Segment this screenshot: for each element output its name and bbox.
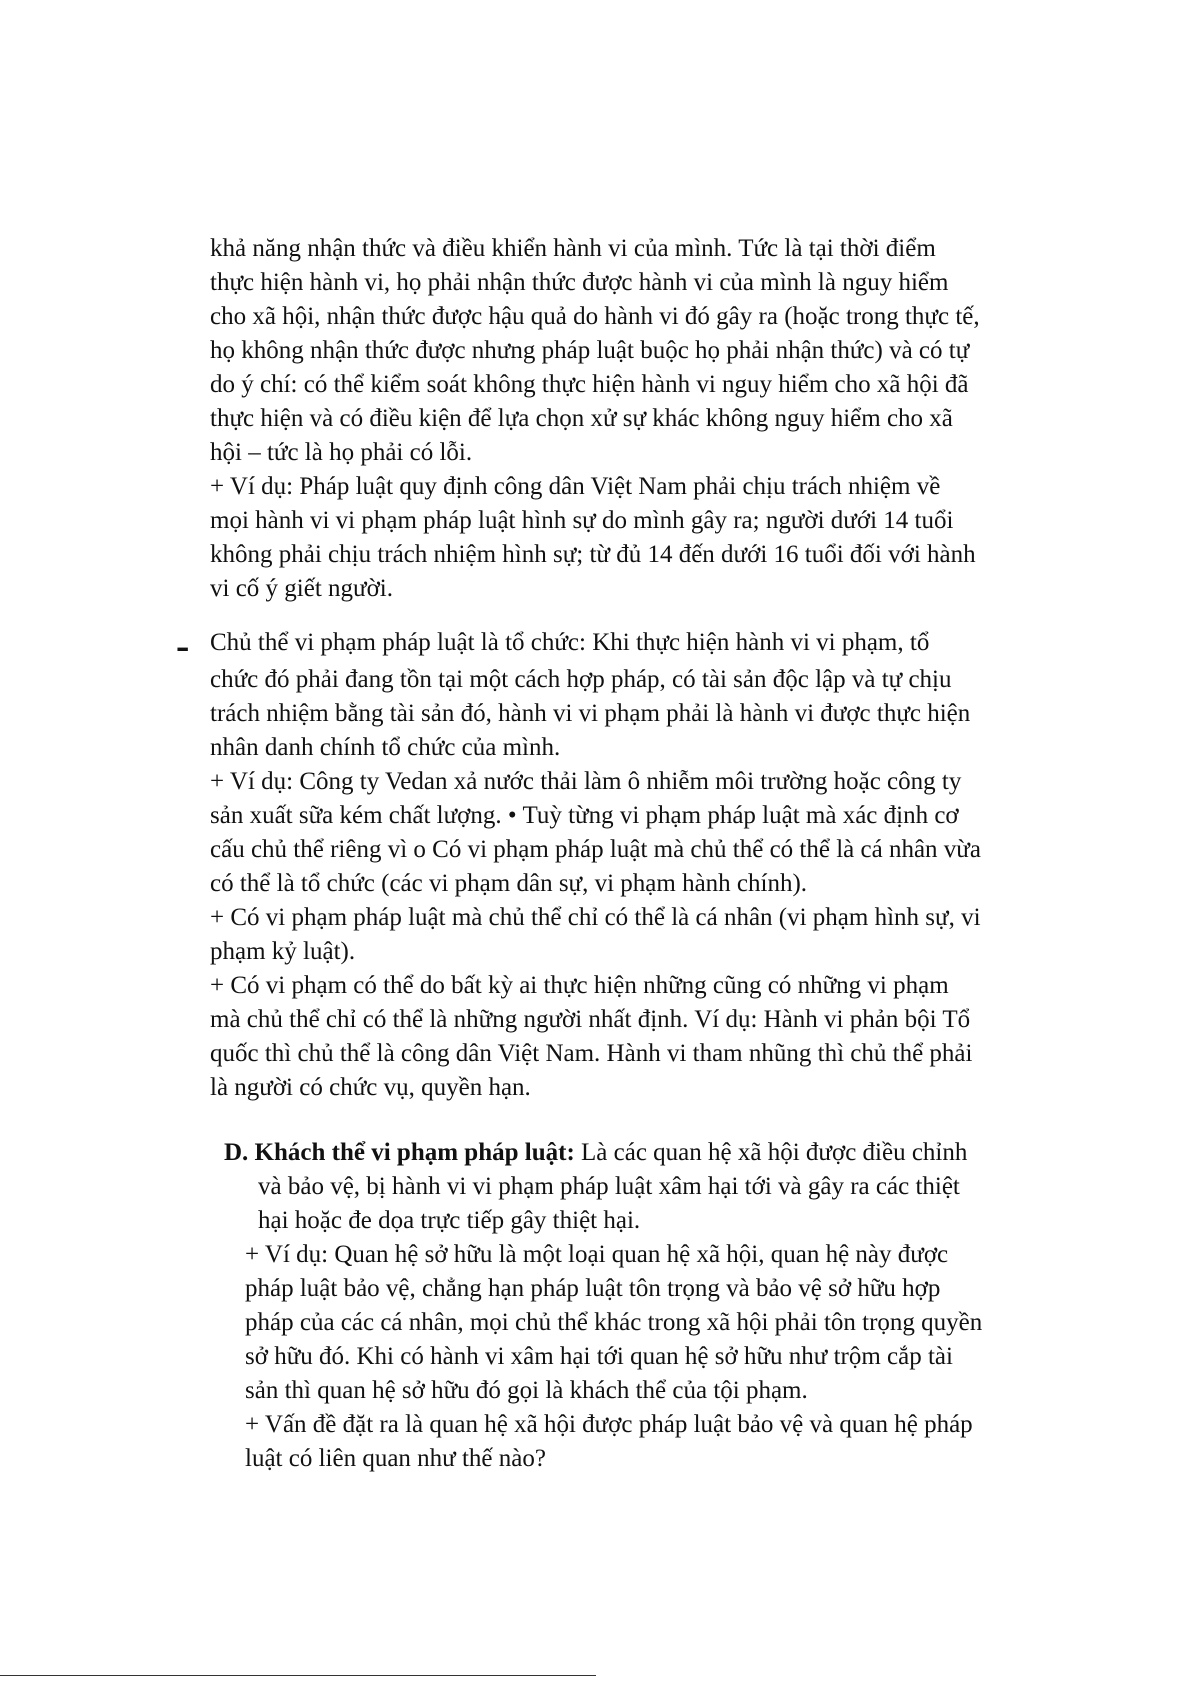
section-d-line: sản thì quan hệ sở hữu đó gọi là khách thể của tội phạm. [245,1377,808,1404]
section-d-heading: D. Khách thể vi phạm pháp luật: [224,1139,575,1166]
paragraph-a-line: khả năng nhận thức và điều khiển hành vi của mình. Tức là tại thời điểm [210,235,936,262]
section-d-line: pháp luật bảo vệ, chẳng hạn pháp luật tôn trọng và bảo vệ sở hữu hợp [245,1275,941,1302]
section-d-line: + Ví dụ: Quan hệ sở hữu là một loại quan hệ xã hội, quan hệ này được [245,1241,949,1268]
paragraph-b-line: nhân danh chính tổ chức của mình. [210,734,561,761]
paragraph-a-line: họ không nhận thức được nhưng pháp luật buộc họ phải nhận thức) và có tự [210,337,970,364]
footer-divider [0,1675,596,1676]
paragraph-b-line: cấu chủ thể riêng vì o Có vi phạm pháp luật mà chủ thể có thể là cá nhân vừa [210,836,981,863]
section-d-line: và bảo vệ, bị hành vi vi phạm pháp luật xâm hại tới và gây ra các thiệt [258,1173,960,1200]
paragraph-b-line: phạm kỷ luật). [210,938,356,965]
section-d-line: sở hữu đó. Khi có hành vi xâm hại tới quan hệ sở hữu như trộm cắp tài [245,1343,953,1370]
paragraph-a-line: do ý chí: có thể kiểm soát không thực hiện hành vi nguy hiểm cho xã hội đã [210,371,969,398]
section-d-line: luật có liên quan như thế nào? [245,1445,546,1472]
paragraph-b-line: + Có vi phạm pháp luật mà chủ thể chỉ có thể là cá nhân (vi phạm hình sự, vi [210,904,981,931]
paragraph-b-line: mà chủ thể chỉ có thể là những người nhất định. Ví dụ: Hành vi phản bội Tổ [210,1006,971,1033]
paragraph-a-line: thực hiện và có điều kiện để lựa chọn xử sự khác không nguy hiểm cho xã [210,405,953,432]
section-d-line: + Vấn đề đặt ra là quan hệ xã hội được pháp luật bảo vệ và quan hệ pháp [245,1411,973,1438]
section-d-line: pháp của các cá nhân, mọi chủ thể khác trong xã hội phải tôn trọng quyền [245,1309,983,1336]
section-d-heading-rest: Là các quan hệ xã hội được điều chỉnh [574,1139,968,1166]
example-line: mọi hành vi vi phạm pháp luật hình sự do mình gây ra; người dưới 14 tuổi [210,507,954,534]
paragraph-b-line: Chủ thể vi phạm pháp luật là tổ chức: Khi thực hiện hành vi vi phạm, tổ [210,629,930,656]
paragraph-b-line: sản xuất sữa kém chất lượng. • Tuỳ từng vi phạm pháp luật mà xác định cơ [210,802,959,829]
paragraph-b-line: có thể là tổ chức (các vi phạm dân sự, vi phạm hành chính). [210,870,808,897]
paragraph-b-line: chức đó phải đang tồn tại một cách hợp pháp, có tài sản độc lập và tự chịu [210,666,952,693]
paragraph-b-line: trách nhiệm bằng tài sản đó, hành vi vi phạm phải là hành vi được thực hiện [210,700,971,727]
dash-bullet: - [176,623,190,668]
paragraph-a-line: hội – tức là họ phải có lỗi. [210,439,473,466]
example-line: + Ví dụ: Pháp luật quy định công dân Việt Nam phải chịu trách nhiệm về [210,473,941,500]
paragraph-b-line: là người có chức vụ, quyền hạn. [210,1074,531,1101]
paragraph-b-line: quốc thì chủ thể là công dân Việt Nam. Hành vi tham nhũng thì chủ thể phải [210,1040,973,1067]
example-line: không phải chịu trách nhiệm hình sự; từ đủ 14 đến dưới 16 tuổi đối với hành [210,541,976,568]
section-d-heading-line [224,1136,967,1170]
paragraph-b-line: + Ví dụ: Công ty Vedan xả nước thải làm ô nhiễm môi trường hoặc công ty [210,768,962,795]
example-line: vi cố ý giết người. [210,575,393,602]
paragraph-a-line: thực hiện hành vi, họ phải nhận thức được hành vi của mình là nguy hiểm [210,269,949,296]
paragraph-b-line: + Có vi phạm có thể do bất kỳ ai thực hiện những cũng có những vi phạm [210,972,949,999]
section-d-line: hại hoặc đe dọa trực tiếp gây thiệt hại. [258,1207,641,1234]
paragraph-a-line: cho xã hội, nhận thức được hậu quả do hành vi đó gây ra (hoặc trong thực tế, [210,303,980,330]
